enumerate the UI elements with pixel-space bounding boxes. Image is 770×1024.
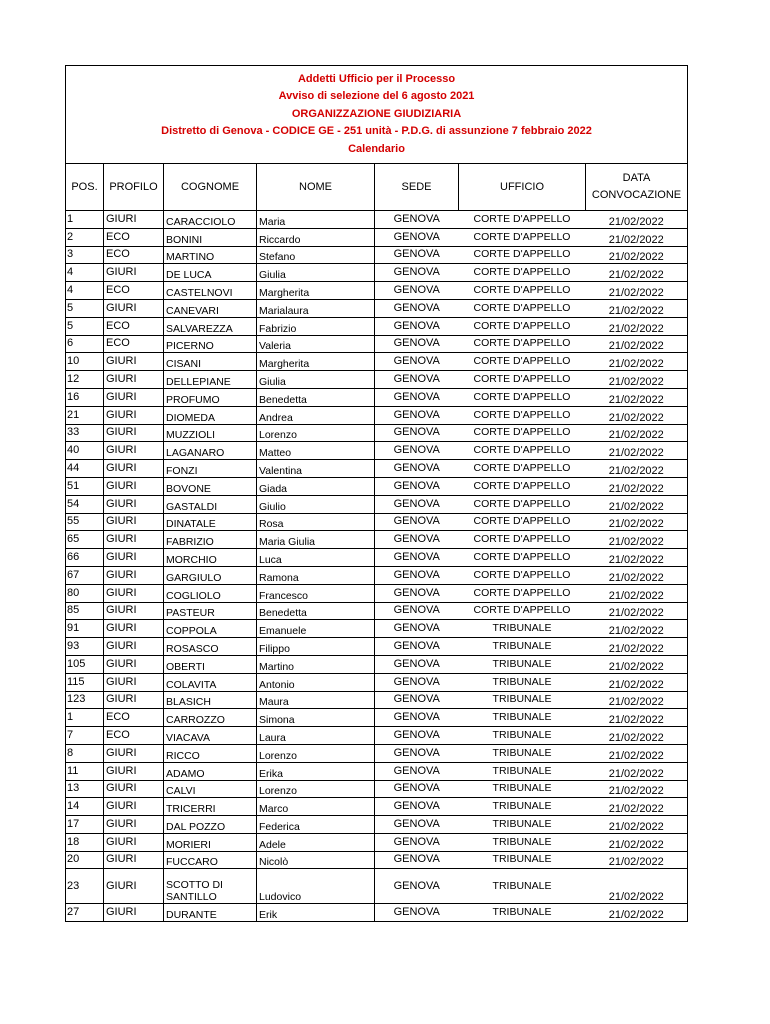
convocation-table: [65, 65, 688, 922]
cell-sede: GENOVA: [375, 869, 459, 904]
cell-nome: Filippo: [257, 638, 375, 656]
cell-ufficio: CORTE D'APPELLO: [459, 528, 586, 546]
col-header-pos: POS.: [66, 164, 104, 211]
cell-pos: 67: [66, 563, 104, 581]
cell-profilo: GIURI: [104, 546, 164, 564]
cell-ufficio: CORTE D'APPELLO: [459, 225, 586, 243]
cell-sede: GENOVA: [375, 510, 459, 528]
cell-data: 21/02/2022: [586, 353, 688, 371]
cell-profilo: GIURI: [104, 492, 164, 510]
cell-data: 21/02/2022: [586, 531, 688, 549]
cell-pos: 12: [66, 368, 104, 386]
cell-cognome: DURANTE: [164, 904, 257, 922]
cell-nome: Margherita: [257, 353, 375, 371]
cell-ufficio: CORTE D'APPELLO: [459, 510, 586, 528]
cell-pos: 66: [66, 546, 104, 564]
cell-nome: Benedetta: [257, 602, 375, 620]
cell-ufficio: CORTE D'APPELLO: [459, 261, 586, 279]
cell-profilo: GIURI: [104, 635, 164, 653]
cell-ufficio: TRIBUNALE: [459, 813, 586, 831]
cell-profilo: GIURI: [104, 528, 164, 546]
cell-cognome: COGLIOLO: [164, 584, 257, 602]
cell-nome: Stefano: [257, 246, 375, 264]
cell-pos: 40: [66, 439, 104, 457]
cell-cognome: TRICERRI: [164, 798, 257, 816]
cell-sede: GENOVA: [375, 741, 459, 759]
cell-profilo: GIURI: [104, 830, 164, 848]
cell-nome: Fabrizio: [257, 317, 375, 335]
cell-data: 21/02/2022: [586, 282, 688, 300]
cell-cognome: DINATALE: [164, 513, 257, 531]
cell-nome: Ramona: [257, 566, 375, 584]
cell-data: 21/02/2022: [586, 317, 688, 335]
cell-sede: GENOVA: [375, 777, 459, 795]
cell-ufficio: CORTE D'APPELLO: [459, 474, 586, 492]
cell-sede: GENOVA: [375, 563, 459, 581]
cell-pos: 85: [66, 599, 104, 617]
cell-nome: Lorenzo: [257, 780, 375, 798]
cell-cognome: DAL POZZO: [164, 816, 257, 834]
cell-pos: 5: [66, 314, 104, 332]
cell-profilo: ECO: [104, 724, 164, 742]
cell-profilo: GIURI: [104, 439, 164, 457]
cell-pos: 4: [66, 279, 104, 297]
cell-data: 21/02/2022: [586, 477, 688, 495]
cell-cognome: MORCHIO: [164, 549, 257, 567]
cell-ufficio: CORTE D'APPELLO: [459, 296, 586, 314]
cell-sede: GENOVA: [375, 528, 459, 546]
cell-nome: Francesco: [257, 584, 375, 602]
cell-pos: 55: [66, 510, 104, 528]
cell-cognome: FUCCARO: [164, 851, 257, 869]
cell-sede: GENOVA: [375, 688, 459, 706]
cell-cognome: MUZZIOLI: [164, 424, 257, 442]
cell-data: 21/02/2022: [586, 816, 688, 834]
cell-pos: 115: [66, 670, 104, 688]
cell-pos: 93: [66, 635, 104, 653]
cell-cognome: VIACAVA: [164, 727, 257, 745]
header-title: Addetti Ufficio per il Processo: [297, 72, 456, 85]
cell-profilo: ECO: [104, 225, 164, 243]
col-header-nome: NOME: [257, 164, 375, 211]
cell-sede: GENOVA: [375, 599, 459, 617]
cell-profilo: GIURI: [104, 813, 164, 831]
cell-profilo: GIURI: [104, 510, 164, 528]
cell-ufficio: TRIBUNALE: [459, 777, 586, 795]
cell-sede: GENOVA: [375, 706, 459, 724]
cell-cognome: SCOTTO DI SANTILLO: [164, 869, 257, 904]
cell-nome: Andrea: [257, 406, 375, 424]
cell-pos: 54: [66, 492, 104, 510]
cell-sede: GENOVA: [375, 350, 459, 368]
cell-pos: 1: [66, 706, 104, 724]
cell-data: 21/02/2022: [586, 655, 688, 673]
cell-nome: Erika: [257, 762, 375, 780]
cell-profilo: ECO: [104, 243, 164, 261]
cell-nome: Benedetta: [257, 388, 375, 406]
cell-profilo: GIURI: [104, 403, 164, 421]
cell-pos: 44: [66, 457, 104, 475]
cell-sede: GENOVA: [375, 617, 459, 635]
cell-data: 21/02/2022: [586, 620, 688, 638]
cell-cognome: DIOMEDA: [164, 406, 257, 424]
cell-sede: GENOVA: [375, 457, 459, 475]
cell-data: 21/02/2022: [586, 638, 688, 656]
cell-ufficio: TRIBUNALE: [459, 688, 586, 706]
cell-sede: GENOVA: [375, 368, 459, 386]
cell-cognome: BLASICH: [164, 691, 257, 709]
cell-ufficio: TRIBUNALE: [459, 652, 586, 670]
cell-cognome: MARTINO: [164, 246, 257, 264]
cell-nome: Riccardo: [257, 228, 375, 246]
col-header-sede: SEDE: [375, 164, 459, 211]
cell-nome: Nicolò: [257, 851, 375, 869]
cell-cognome: CARACCIOLO: [164, 211, 257, 229]
cell-pos: 91: [66, 617, 104, 635]
table-row: [66, 851, 688, 869]
cell-pos: 105: [66, 652, 104, 670]
cell-nome: Giulia: [257, 371, 375, 389]
cell-nome: Simona: [257, 709, 375, 727]
cell-profilo: GIURI: [104, 563, 164, 581]
convocation-sheet: [65, 65, 687, 922]
cell-pos: 17: [66, 813, 104, 831]
cell-profilo: ECO: [104, 706, 164, 724]
cell-pos: 123: [66, 688, 104, 706]
header-calendar: Calendario: [348, 142, 405, 155]
cell-cognome: PICERNO: [164, 335, 257, 353]
cell-nome: Giulio: [257, 495, 375, 513]
cell-ufficio: TRIBUNALE: [459, 830, 586, 848]
cell-ufficio: CORTE D'APPELLO: [459, 403, 586, 421]
cell-cognome: PASTEUR: [164, 602, 257, 620]
table-row: [66, 904, 688, 922]
col-header-cognome: COGNOME: [164, 164, 257, 211]
cell-cognome: LAGANARO: [164, 442, 257, 460]
cell-data: 21/02/2022: [586, 406, 688, 424]
cell-pos: 65: [66, 528, 104, 546]
cell-cognome: CISANI: [164, 353, 257, 371]
cell-ufficio: CORTE D'APPELLO: [459, 279, 586, 297]
cell-sede: GENOVA: [375, 581, 459, 599]
cell-nome: Valentina: [257, 460, 375, 478]
cell-data: 21/02/2022: [586, 762, 688, 780]
cell-data: 21/02/2022: [586, 388, 688, 406]
cell-pos: 16: [66, 385, 104, 403]
cell-data: 21/02/2022: [586, 513, 688, 531]
document-header: [66, 66, 688, 164]
cell-ufficio: CORTE D'APPELLO: [459, 314, 586, 332]
cell-data: 21/02/2022: [586, 709, 688, 727]
col-header-ufficio: UFFICIO: [459, 164, 586, 211]
cell-sede: GENOVA: [375, 759, 459, 777]
cell-data: 21/02/2022: [586, 904, 688, 922]
cell-cognome: MORIERI: [164, 833, 257, 851]
cell-cognome: GARGIULO: [164, 566, 257, 584]
cell-profilo: GIURI: [104, 652, 164, 670]
cell-nome: Rosa: [257, 513, 375, 531]
cell-pos: 6: [66, 332, 104, 350]
cell-sede: GENOVA: [375, 261, 459, 279]
cell-nome: Lorenzo: [257, 744, 375, 762]
cell-ufficio: TRIBUNALE: [459, 869, 586, 904]
cell-pos: 7: [66, 724, 104, 742]
cell-nome: Giada: [257, 477, 375, 495]
cell-ufficio: CORTE D'APPELLO: [459, 563, 586, 581]
cell-profilo: GIURI: [104, 777, 164, 795]
cell-sede: GENOVA: [375, 314, 459, 332]
cell-pos: 4: [66, 261, 104, 279]
cell-data: 21/02/2022: [586, 833, 688, 851]
cell-data: 21/02/2022: [586, 246, 688, 264]
cell-nome: Luca: [257, 549, 375, 567]
cell-data: 21/02/2022: [586, 549, 688, 567]
cell-pos: 10: [66, 350, 104, 368]
cell-profilo: GIURI: [104, 848, 164, 866]
cell-sede: GENOVA: [375, 830, 459, 848]
cell-cognome: OBERTI: [164, 655, 257, 673]
cell-ufficio: TRIBUNALE: [459, 724, 586, 742]
cell-cognome: DELLEPIANE: [164, 371, 257, 389]
cell-cognome: CARROZZO: [164, 709, 257, 727]
cell-data: 21/02/2022: [586, 442, 688, 460]
cell-sede: GENOVA: [375, 724, 459, 742]
cell-cognome: FABRIZIO: [164, 531, 257, 549]
cell-profilo: GIURI: [104, 368, 164, 386]
cell-pos: 8: [66, 741, 104, 759]
header-organization: ORGANIZZAZIONE GIUDIZIARIA: [291, 107, 462, 120]
col-header-data-line2: CONVOCAZIONE: [591, 189, 682, 201]
cell-cognome: CANEVARI: [164, 299, 257, 317]
cell-sede: GENOVA: [375, 795, 459, 813]
cell-profilo: GIURI: [104, 901, 164, 919]
cell-ufficio: TRIBUNALE: [459, 635, 586, 653]
cell-ufficio: CORTE D'APPELLO: [459, 457, 586, 475]
cell-profilo: GIURI: [104, 296, 164, 314]
cell-cognome: BONINI: [164, 228, 257, 246]
cell-pos: 13: [66, 777, 104, 795]
cell-nome: Erik: [257, 904, 375, 922]
cell-pos: 51: [66, 474, 104, 492]
cell-pos: 21: [66, 403, 104, 421]
cell-sede: GENOVA: [375, 848, 459, 866]
cell-sede: GENOVA: [375, 439, 459, 457]
cell-cognome: GASTALDI: [164, 495, 257, 513]
cell-sede: GENOVA: [375, 546, 459, 564]
cell-cognome: BOVONE: [164, 477, 257, 495]
cell-cognome: SALVAREZZA: [164, 317, 257, 335]
cell-profilo: GIURI: [104, 208, 164, 226]
cell-ufficio: TRIBUNALE: [459, 848, 586, 866]
cell-profilo: GIURI: [104, 795, 164, 813]
cell-profilo: GIURI: [104, 350, 164, 368]
cell-cognome: RICCO: [164, 744, 257, 762]
header-notice: Avviso di selezione del 6 agosto 2021: [278, 90, 475, 103]
cell-ufficio: CORTE D'APPELLO: [459, 599, 586, 617]
cell-sede: GENOVA: [375, 813, 459, 831]
col-header-data: [586, 164, 688, 211]
cell-nome: Martino: [257, 655, 375, 673]
cell-nome: Emanuele: [257, 620, 375, 638]
cell-nome: Valeria: [257, 335, 375, 353]
cell-pos: 5: [66, 296, 104, 314]
cell-nome: Marialaura: [257, 299, 375, 317]
cell-data: 21/02/2022: [586, 299, 688, 317]
cell-cognome: PROFUMO: [164, 388, 257, 406]
cell-pos: 80: [66, 581, 104, 599]
cell-pos: 2: [66, 225, 104, 243]
cell-nome: Maria: [257, 211, 375, 229]
table-body: [66, 211, 688, 922]
cell-sede: GENOVA: [375, 243, 459, 261]
cell-data: 21/02/2022: [586, 566, 688, 584]
cell-ufficio: CORTE D'APPELLO: [459, 243, 586, 261]
cell-profilo: GIURI: [104, 599, 164, 617]
cell-nome: Laura: [257, 727, 375, 745]
cell-profilo: GIURI: [104, 421, 164, 439]
cell-data: 21/02/2022: [586, 495, 688, 513]
col-header-profilo: PROFILO: [104, 164, 164, 211]
cell-profilo: GIURI: [104, 688, 164, 706]
cell-sede: GENOVA: [375, 332, 459, 350]
cell-ufficio: CORTE D'APPELLO: [459, 492, 586, 510]
cell-data: 21/02/2022: [586, 228, 688, 246]
cell-sede: GENOVA: [375, 474, 459, 492]
cell-pos: 11: [66, 759, 104, 777]
cell-ufficio: CORTE D'APPELLO: [459, 332, 586, 350]
cell-profilo: GIURI: [104, 741, 164, 759]
cell-profilo: ECO: [104, 314, 164, 332]
cell-sede: GENOVA: [375, 421, 459, 439]
cell-pos: 1: [66, 208, 104, 226]
cell-cognome: COPPOLA: [164, 620, 257, 638]
cell-sede: GENOVA: [375, 901, 459, 919]
cell-data: 21/02/2022: [586, 780, 688, 798]
cell-nome: Matteo: [257, 442, 375, 460]
cell-pos: 23: [66, 869, 104, 904]
cell-nome: Giulia: [257, 264, 375, 282]
cell-sede: GENOVA: [375, 225, 459, 243]
cell-sede: GENOVA: [375, 670, 459, 688]
cell-data: 21/02/2022: [586, 211, 688, 229]
cell-sede: GENOVA: [375, 652, 459, 670]
cell-pos: 27: [66, 901, 104, 919]
cell-data: 21/02/2022: [586, 371, 688, 389]
cell-sede: GENOVA: [375, 635, 459, 653]
cell-cognome: CASTELNOVI: [164, 282, 257, 300]
cell-data: 21/02/2022: [586, 602, 688, 620]
cell-profilo: ECO: [104, 279, 164, 297]
cell-data: 21/02/2022: [586, 744, 688, 762]
cell-pos: 14: [66, 795, 104, 813]
cell-data: 21/02/2022: [586, 335, 688, 353]
cell-data: 21/02/2022: [586, 424, 688, 442]
cell-data: 21/02/2022: [586, 798, 688, 816]
cell-nome: Federica: [257, 816, 375, 834]
cell-data: 21/02/2022: [586, 584, 688, 602]
cell-sede: GENOVA: [375, 385, 459, 403]
cell-nome: Lorenzo: [257, 424, 375, 442]
cell-ufficio: TRIBUNALE: [459, 670, 586, 688]
col-header-data-line1: DATA: [622, 172, 651, 184]
table-row: [66, 869, 688, 904]
cell-ufficio: TRIBUNALE: [459, 706, 586, 724]
cell-data: 21/02/2022: [586, 691, 688, 709]
cell-ufficio: TRIBUNALE: [459, 901, 586, 919]
cell-ufficio: CORTE D'APPELLO: [459, 208, 586, 226]
cell-pos: 33: [66, 421, 104, 439]
cell-nome: Adele: [257, 833, 375, 851]
cell-ufficio: CORTE D'APPELLO: [459, 350, 586, 368]
cell-nome: Antonio: [257, 673, 375, 691]
cell-pos: 3: [66, 243, 104, 261]
cell-ufficio: CORTE D'APPELLO: [459, 385, 586, 403]
cell-ufficio: CORTE D'APPELLO: [459, 368, 586, 386]
cell-pos: 20: [66, 848, 104, 866]
cell-ufficio: CORTE D'APPELLO: [459, 439, 586, 457]
cell-profilo: GIURI: [104, 457, 164, 475]
cell-profilo: ECO: [104, 332, 164, 350]
cell-ufficio: TRIBUNALE: [459, 795, 586, 813]
cell-profilo: GIURI: [104, 759, 164, 777]
cell-cognome: ADAMO: [164, 762, 257, 780]
cell-sede: GENOVA: [375, 279, 459, 297]
cell-nome: Maura: [257, 691, 375, 709]
cell-data: 21/02/2022: [586, 869, 688, 904]
column-header-row: [66, 164, 688, 211]
cell-cognome: CALVI: [164, 780, 257, 798]
cell-cognome: DE LUCA: [164, 264, 257, 282]
cell-data: 21/02/2022: [586, 727, 688, 745]
cell-profilo: GIURI: [104, 581, 164, 599]
cell-data: 21/02/2022: [586, 264, 688, 282]
header-district: Distretto di Genova - CODICE GE - 251 unità - P.D.G. di assunzione 7 febbraio 2022: [161, 125, 592, 138]
cell-sede: GENOVA: [375, 296, 459, 314]
cell-ufficio: CORTE D'APPELLO: [459, 581, 586, 599]
cell-nome: Margherita: [257, 282, 375, 300]
cell-data: 21/02/2022: [586, 851, 688, 869]
cell-cognome: FONZI: [164, 460, 257, 478]
cell-profilo: GIURI: [104, 474, 164, 492]
cell-nome: Maria Giulia: [257, 531, 375, 549]
cell-ufficio: CORTE D'APPELLO: [459, 421, 586, 439]
cell-ufficio: TRIBUNALE: [459, 617, 586, 635]
cell-sede: GENOVA: [375, 492, 459, 510]
cell-ufficio: CORTE D'APPELLO: [459, 546, 586, 564]
cell-data: 21/02/2022: [586, 460, 688, 478]
cell-sede: GENOVA: [375, 403, 459, 421]
cell-profilo: GIURI: [104, 869, 164, 904]
cell-profilo: GIURI: [104, 385, 164, 403]
cell-profilo: GIURI: [104, 617, 164, 635]
cell-profilo: GIURI: [104, 261, 164, 279]
cell-cognome: ROSASCO: [164, 638, 257, 656]
cell-ufficio: TRIBUNALE: [459, 759, 586, 777]
cell-ufficio: TRIBUNALE: [459, 741, 586, 759]
cell-nome: Marco: [257, 798, 375, 816]
cell-cognome: COLAVITA: [164, 673, 257, 691]
cell-pos: 18: [66, 830, 104, 848]
cell-nome: Ludovico: [257, 869, 375, 904]
cell-sede: GENOVA: [375, 208, 459, 226]
cell-profilo: GIURI: [104, 670, 164, 688]
cell-data: 21/02/2022: [586, 673, 688, 691]
